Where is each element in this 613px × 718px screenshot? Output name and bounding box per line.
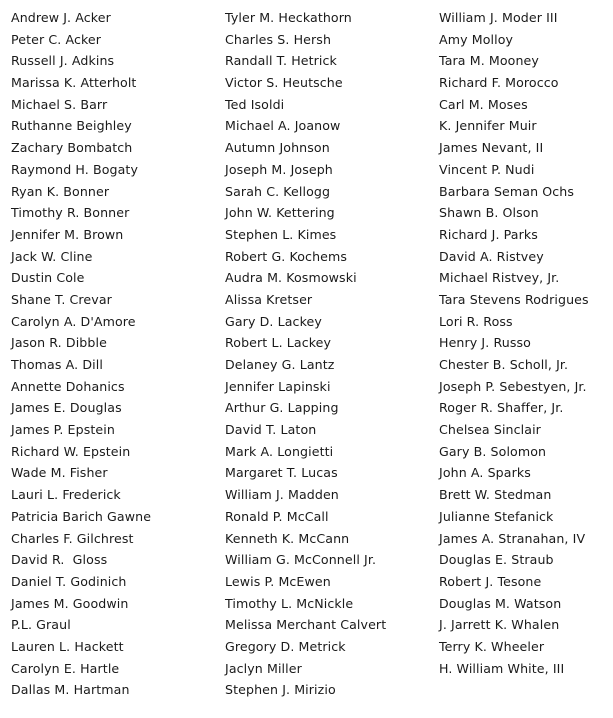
name-entry: Peter C. Acker [11,31,102,47]
name-entry: Margaret T. Lucas [225,465,338,481]
name-entry: Charles F. Gilchrest [11,530,134,546]
name-entry: Mark A. Longietti [225,443,334,459]
name-entry: Joseph P. Sebestyen, Jr. [439,378,587,394]
name-entry: Audra M. Kosmowski [225,270,357,286]
name-entry: Dallas M. Hartman [11,682,130,698]
name-entry: Chester B. Scholl, Jr. [439,357,569,372]
name-entry: Victor S. Heutsche [225,75,343,91]
name-entry: Arthur G. Lapping [225,400,339,416]
name-entry: Tara Stevens Rodrigues [439,291,589,307]
name-entry: Michael A. Joanow [225,118,341,134]
name-entry: Julianne Stefanick [439,508,554,524]
name-entry: Joseph M. Joseph [225,161,333,177]
name-entry: Sarah C. Kellogg [225,183,331,199]
name-entry: James Nevant, II [439,140,544,156]
name-entry: Timothy R. Bonner [11,205,130,221]
name-entry: Lauren L. Hackett [11,638,124,654]
name-entry: Gary D. Lackey [225,313,322,329]
name-entry: Terry K. Wheeler [439,638,545,654]
name-entry: Timothy L. McNickle [225,595,354,611]
name-entry: Annette Dohanics [11,378,125,394]
name-list [11,7,611,713]
name-entry: Robert G. Kochems [225,248,348,264]
name-entry: Richard J. Parks [439,226,538,242]
name-entry: Robert J. Tesone [439,573,542,589]
name-entry: Jason R. Dibble [11,335,107,351]
name-entry: Gary B. Solomon [439,443,547,459]
name-entry: Stephen J. Mirizio [225,682,336,698]
name-entry: Ronald P. McCall [225,508,329,524]
name-entry: Kenneth K. McCann [225,530,350,546]
name-entry: Roger R. Shaffer, Jr. [439,400,564,416]
name-entry: Ruthanne Beighley [11,118,132,134]
name-entry: Delaney G. Lantz [225,357,335,372]
name-entry: Thomas A. Dill [11,357,103,372]
name-entry: Chelsea Sinclair [439,422,541,438]
name-entry: Brett W. Stedman [439,487,552,503]
name-entry: Jennifer Lapinski [225,378,331,394]
name-entry: Ryan K. Bonner [11,183,110,199]
name-entry: Tara M. Mooney [439,53,539,69]
name-entry: Randall T. Hetrick [225,53,337,69]
name-column-2 [225,7,386,701]
name-entry: William J. Moder III [439,10,558,25]
name-entry: Daniel T. Godinich [11,573,127,589]
name-entry: Shawn B. Olson [439,205,539,221]
name-entry: Alissa Kretser [225,291,313,307]
name-entry: Jennifer M. Brown [11,226,124,242]
name-entry: James E. Douglas [11,400,122,416]
name-column-3 [439,7,589,679]
name-entry: Michael S. Barr [11,96,108,112]
name-entry: James M. Goodwin [11,595,129,611]
name-entry: Vincent P. Nudi [439,161,535,177]
name-entry: Robert L. Lackey [225,335,332,351]
name-entry: Charles S. Hersh [225,31,332,47]
name-entry: Douglas M. Watson [439,595,562,611]
name-entry: William J. Madden [225,487,339,503]
name-entry: Shane T. Crevar [11,291,112,307]
name-entry: Lewis P. McEwen [225,573,331,589]
name-entry: Stephen L. Kimes [225,226,337,242]
name-entry: Jack W. Cline [11,248,93,264]
name-entry: H. William White, III [439,660,565,676]
name-entry: Andrew J. Acker [11,10,111,25]
name-entry: J. Jarrett K. Whalen [439,617,560,633]
name-entry: Tyler M. Heckathorn [225,10,352,25]
name-entry: Carolyn A. D'Amore [11,313,136,329]
name-entry: Zachary Bombatch [11,140,133,156]
name-entry: Ted Isoldi [225,96,285,112]
name-entry: Amy Molloy [439,31,514,47]
name-entry: John W. Kettering [225,205,335,221]
name-entry: Barbara Seman Ochs [439,183,575,199]
name-entry: Gregory D. Metrick [225,638,346,654]
name-entry: Melissa Merchant Calvert [225,617,387,633]
name-entry: Douglas E. Straub [439,552,554,568]
name-entry: Wade M. Fisher [11,465,108,481]
name-entry: Autumn Johnson [225,140,330,156]
name-entry: James A. Stranahan, IV [439,530,586,546]
name-entry: K. Jennifer Muir [439,118,537,134]
name-entry: Carolyn E. Hartle [11,660,120,676]
name-entry: John A. Sparks [439,465,531,481]
name-entry: Carl M. Moses [439,96,528,112]
name-entry: P.L. Graul [11,617,71,633]
name-entry: Jaclyn Miller [225,660,302,676]
name-entry: David R. Gloss [11,552,108,568]
name-entry: Dustin Cole [11,270,85,286]
name-entry: David T. Laton [225,422,317,438]
name-entry: Lori R. Ross [439,313,513,329]
name-entry: William G. McConnell Jr. [225,552,377,568]
name-entry: Patricia Barich Gawne [11,508,152,524]
name-entry: Henry J. Russo [439,335,531,351]
name-entry: Richard F. Morocco [439,75,559,91]
name-entry: Russell J. Adkins [11,53,115,69]
name-entry: Richard W. Epstein [11,443,131,459]
name-entry: David A. Ristvey [439,248,544,264]
name-entry: James P. Epstein [11,422,115,438]
name-entry: Lauri L. Frederick [11,487,121,503]
name-entry: Raymond H. Bogaty [11,161,138,177]
name-entry: Marissa K. Atterholt [11,75,137,91]
name-column-1 [11,7,151,701]
name-entry: Michael Ristvey, Jr. [439,270,560,286]
